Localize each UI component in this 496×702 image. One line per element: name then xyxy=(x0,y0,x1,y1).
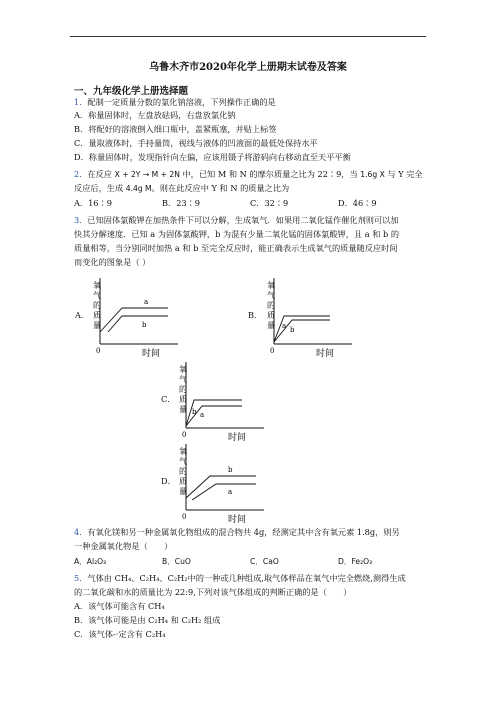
graph-a-origin: 0 xyxy=(96,347,101,355)
graph-b-xlabel: 时间 xyxy=(316,349,335,359)
q2-options xyxy=(74,198,426,209)
graph-d-ylabel-5: 量 xyxy=(179,487,187,496)
graph-c-xlabel: 时间 xyxy=(228,433,247,443)
q4-stem-line1 xyxy=(74,527,400,538)
graph-d-curve-lower xyxy=(192,484,256,500)
q1-option-d: D．称量固体时，发现指针向左偏，应该用镊子将游码向右移动直至天平平衡 xyxy=(74,152,351,162)
graph-d-label: D． xyxy=(161,476,176,486)
graph-d-ylabel-3: 的 xyxy=(179,467,187,476)
graph-a-ylabel-5: 量 xyxy=(93,321,101,330)
graph-b xyxy=(260,276,360,360)
graph-b-ylabel-3: 的 xyxy=(267,301,275,310)
q3-number: 3． xyxy=(74,215,88,225)
q2-stem-line1 xyxy=(74,169,423,180)
graph-d-ylabel-2: 气 xyxy=(179,457,187,466)
q4-option-a: A．Al₂O₃ xyxy=(74,557,107,566)
q5-stem-line1 xyxy=(74,573,406,584)
graph-c-upper-label: b xyxy=(192,408,197,416)
q2-stem-line2 xyxy=(74,183,289,194)
graph-a-ylabel-2: 气 xyxy=(93,291,101,300)
graph-a-curve-lower xyxy=(108,316,168,332)
q1-option-b: B．将配好的溶液倒入细口瓶中，盖紧瓶塞，并贴上标签 xyxy=(74,124,277,134)
graph-b-ylabel-4: 质 xyxy=(267,311,275,320)
q3-stem-line3: 质量相等，当分别同时加热 a 和 b 至完全反应时，能正确表示生成氧气的质量随反应时间 xyxy=(74,243,398,253)
q2-option-c: C．32∶9 xyxy=(250,198,289,208)
graph-a-label: A． xyxy=(75,310,90,320)
graph-a-ylabel-3: 的 xyxy=(93,301,101,310)
q3-stem-line4: 而变化的图象是（ ） xyxy=(74,257,151,267)
graph-a xyxy=(86,276,186,360)
q5-option-a: A．该气体可能含有 CH₄ xyxy=(74,601,165,611)
graph-b-upper-label: a xyxy=(282,322,287,330)
document-title: 乌鲁木齐市2020年化学上册期末试卷及答案 xyxy=(149,62,347,73)
q5-option-b: B．该气体可能是由 C₂H₄ 和 C₂H₂ 组成 xyxy=(74,615,221,625)
graph-d-curve-upper xyxy=(186,476,256,498)
q2-option-a: A．16∶9 xyxy=(74,198,112,208)
q3-stem-line2: 快其分解速度．已知 a 为固体氯酸钾，b 为混有少量二氧化锰的固体氯酸钾，且 a 和 b 的 xyxy=(74,229,400,239)
q2-text-1b: 中，已知 M 和 N 的摩尔质量之比为 22∶9，当 xyxy=(179,169,361,179)
section-heading: 一、九年级化学上册选择题 xyxy=(74,86,189,97)
q5-text-1: 气体由 CH₄、C₂H₄、C₂H₂中的一种或几种组成,取气体样品在氧气中完全燃烧,测得生成 xyxy=(87,573,406,583)
q2-equation: X + 2Y → M + 2N xyxy=(114,170,180,179)
q4-number: 4． xyxy=(74,527,88,537)
graph-b-ylabel-1: 氧 xyxy=(267,281,275,290)
q4-options xyxy=(74,556,426,567)
graph-a-curve-upper xyxy=(100,308,168,332)
graph-b-lower-label: b xyxy=(290,326,295,334)
graph-b-origin: 0 xyxy=(270,347,275,355)
q5-stem-line2: 的二氧化碳和水的质量比为 22:9,下列对该气体组成的判断正确的是（ ） xyxy=(74,587,352,597)
header-rule xyxy=(70,36,426,37)
q1-number: 1． xyxy=(74,97,88,107)
graph-c-label: C． xyxy=(161,394,176,404)
graph-d-ylabel-4: 质 xyxy=(179,477,187,486)
graph-c-lower-label: a xyxy=(200,411,205,419)
q4-option-b: B．CuO xyxy=(162,557,191,566)
q2-text-1c: 与 Y 完全 xyxy=(384,169,423,179)
graph-c-ylabel-5: 量 xyxy=(179,405,187,414)
q4-option-d: D．Fe₂O₃ xyxy=(338,557,373,566)
graph-b-ylabel-5: 量 xyxy=(267,321,275,330)
q2-text-1a: 在反应 xyxy=(87,169,115,179)
q2-mass-m: 4.4g M xyxy=(125,184,152,193)
graph-a-ylabel-1: 氧 xyxy=(93,281,101,290)
graph-a-ylabel-4: 质 xyxy=(93,311,101,320)
q2-text-2b: 。则在此反应中 Y 和 N 的质量之比为 xyxy=(151,183,290,193)
q1-option-a: A．称量固体时，左盘放砝码，右盘放氯化钠 xyxy=(74,110,236,120)
graph-b-ylabel-2: 气 xyxy=(267,291,275,300)
q2-mass-x: 1.6g X xyxy=(360,170,385,179)
q4-option-c: C．CaO xyxy=(250,557,279,566)
graph-a-xlabel: 时间 xyxy=(142,349,161,359)
graph-d-upper-label: b xyxy=(228,466,233,474)
graph-c-ylabel-2: 气 xyxy=(179,375,187,384)
q2-option-b: B．23∶9 xyxy=(162,198,201,208)
graph-c-ylabel-4: 质 xyxy=(179,395,187,404)
q3-text-1: 已知固体氯酸钾在加热条件下可以分解，生成氧气．如果用二氧化锰作催化剂则可以加 xyxy=(87,215,399,225)
q5-number: 5． xyxy=(74,573,88,583)
graph-c xyxy=(172,360,272,444)
graph-d-lower-label: a xyxy=(228,488,233,496)
q4-text-1: 有氧化镁和另一种金属氧化物组成的混合物共 4g，经测定其中含有氧元素 1.8g，则另 xyxy=(87,527,400,537)
graph-d-xlabel: 时间 xyxy=(228,515,247,525)
q2-option-d: D．46∶9 xyxy=(338,198,377,208)
graph-c-ylabel-3: 的 xyxy=(179,385,187,394)
q4-stem-line2: 一种金属氧化物是（ ） xyxy=(74,541,173,551)
q1-stem xyxy=(74,97,276,108)
q2-text-2a: 反应后，生成 xyxy=(74,183,126,193)
graph-a-upper-label: a xyxy=(144,298,149,306)
graph-d xyxy=(172,442,272,526)
graph-d-origin: 0 xyxy=(182,513,187,521)
graph-c-origin: 0 xyxy=(182,431,187,439)
graph-b-label: B． xyxy=(248,310,263,320)
q2-number: 2． xyxy=(74,169,88,179)
graph-d-ylabel-1: 氧 xyxy=(179,447,187,456)
q1-option-c: C．量取液体时，手持量筒，视线与液体的凹液面的最低处保持水平 xyxy=(74,138,318,148)
graph-a-lower-label: b xyxy=(142,321,147,329)
q5-option-c: C．该气体-·定含有 C₂H₄ xyxy=(74,629,166,639)
q1-stem-text: 配制一定质量分数的氯化钠溶液，下列操作正确的是 xyxy=(87,97,276,107)
q3-stem-line1 xyxy=(74,215,399,226)
graph-c-ylabel-1: 氧 xyxy=(179,365,187,374)
